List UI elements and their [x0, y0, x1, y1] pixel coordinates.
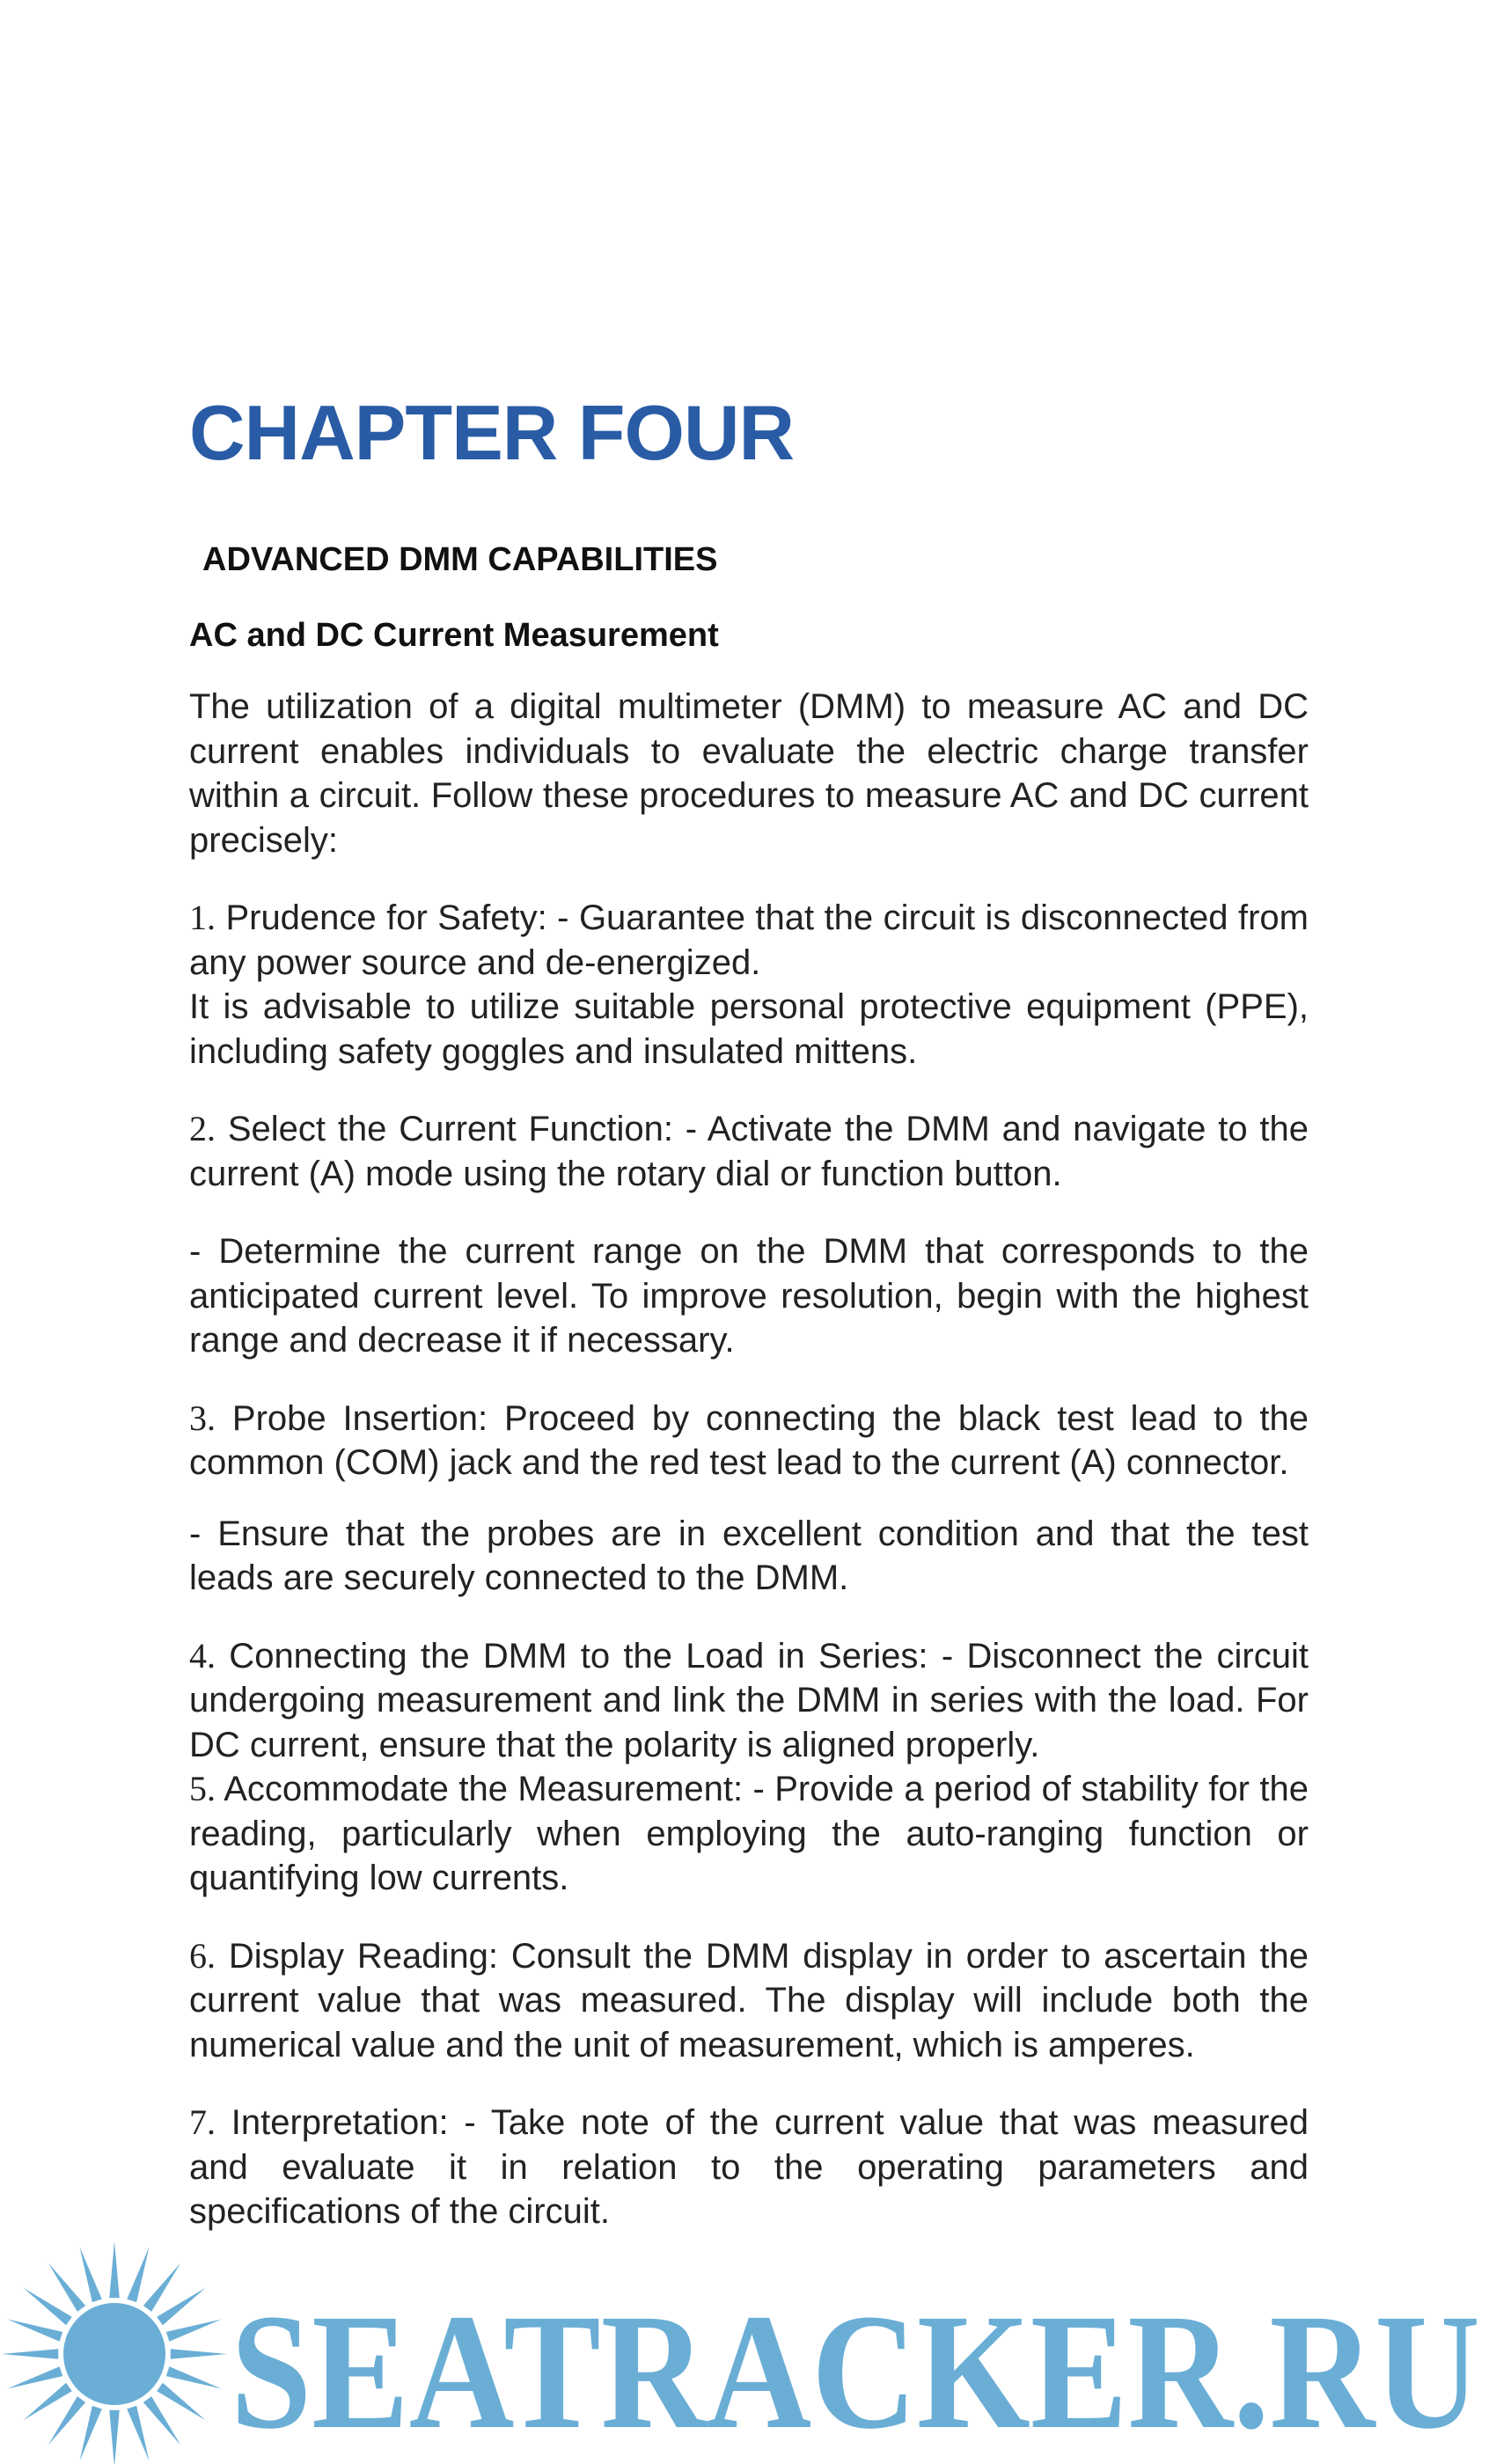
step-1-number: 1.: [189, 898, 216, 937]
step-5-text: Accommodate the Measurement: - Provide a period of stability for the reading, particularly when employing the auto-ranging function or quantifying low currents.: [189, 1770, 1309, 1897]
sun-ray: [79, 2247, 101, 2302]
step-6-paragraph: [189, 1934, 1309, 2068]
step-2-text: Select the Current Function: - Activate the DMM and navigate to the current (A) mode using the rotary dial or function button.: [189, 1110, 1309, 1193]
step-7-paragraph: [189, 2101, 1309, 2234]
sun-ray: [143, 2396, 180, 2445]
step-3-paragraph: [189, 1397, 1309, 1485]
sun-logo-icon: [2, 2241, 227, 2464]
sun-ray: [48, 2262, 85, 2311]
step-6-text: Display Reading: Consult the DMM display in order to ascertain the current value that was measured. The display will include both the numerical value and the unit of measurement, which is amperes.: [189, 1936, 1309, 2064]
sun-ray: [157, 2383, 205, 2420]
sun-ray: [7, 2319, 62, 2341]
intro-paragraph: The utilization of a digital multimeter (DMM) to measure AC and DC current enables individuals to evaluate the electric charge transfer within a circuit. Follow these procedures to measure AC and DC current precisely:: [189, 687, 1309, 860]
sun-ray: [127, 2406, 149, 2461]
step-4-text: Connecting the DMM to the Load in Series: - Disconnect the circuit undergoing measurement and link the DMM in series with the load. For DC current, ensure that the polarity is aligned properly.: [189, 1636, 1309, 1764]
step-3-text: Probe Insertion: Proceed by connecting the black test lead to the common (COM) jack and the red test lead to the current (A) connector.: [189, 1398, 1309, 1482]
sun-ray: [127, 2247, 149, 2302]
sun-ray: [79, 2406, 101, 2461]
body-text: [189, 685, 1309, 2268]
sun-ray: [109, 2410, 120, 2464]
sun-ray: [171, 2349, 227, 2359]
step-3-extra-paragraph: - Ensure that the probes are in excellent condition and that the test leads are securely connected to the DMM.: [189, 1514, 1309, 1597]
sun-ray: [23, 2288, 71, 2325]
sun-ray: [143, 2262, 180, 2311]
step-5-paragraph: [189, 1767, 1309, 1901]
chapter-title: CHAPTER FOUR: [189, 389, 795, 476]
step-1-paragraph: [189, 896, 1309, 985]
sun-ray: [157, 2288, 205, 2325]
watermark-text: SEATRACKER.RU: [231, 2279, 1480, 2463]
step-5-number: 5.: [189, 1769, 216, 1808]
sun-ray: [166, 2319, 222, 2341]
watermark: [0, 2235, 1496, 2464]
step-2-extra-paragraph: - Determine the current range on the DMM that corresponds to the anticipated current level. To improve resolution, begin with the highest range and decrease it if necessary.: [189, 1232, 1309, 1360]
subsection-title: AC and DC Current Measurement: [189, 617, 719, 654]
step-3-number: 3.: [189, 1397, 216, 1438]
section-title: ADVANCED DMM CAPABILITIES: [202, 541, 718, 578]
step-7-text: Interpretation: - Take note of the current value that was measured and evaluate it in relation to the operating parameters and specifications of the circuit.: [189, 2103, 1309, 2231]
sun-ray: [166, 2366, 222, 2388]
sun-ray: [48, 2396, 85, 2445]
step-6-number: 6.: [189, 1935, 216, 1976]
step-4-number: 4.: [189, 1635, 216, 1676]
step-7-number: 7.: [189, 2102, 216, 2142]
step-2-paragraph: [189, 1107, 1309, 1196]
step-1-text: Prudence for Safety: - Guarantee that the circuit is disconnected from any power source and de-energized.: [189, 898, 1309, 982]
sun-ray: [109, 2241, 120, 2298]
step-2-number: 2.: [189, 1109, 216, 1148]
sun-ray: [23, 2383, 71, 2420]
step-4-paragraph: [189, 1634, 1309, 1768]
sun-ray: [7, 2366, 62, 2388]
step-1-extra-paragraph: It is advisable to utilize suitable personal protective equipment (PPE), including safety goggles and insulated mittens.: [189, 987, 1309, 1071]
sun-ray: [2, 2349, 58, 2359]
